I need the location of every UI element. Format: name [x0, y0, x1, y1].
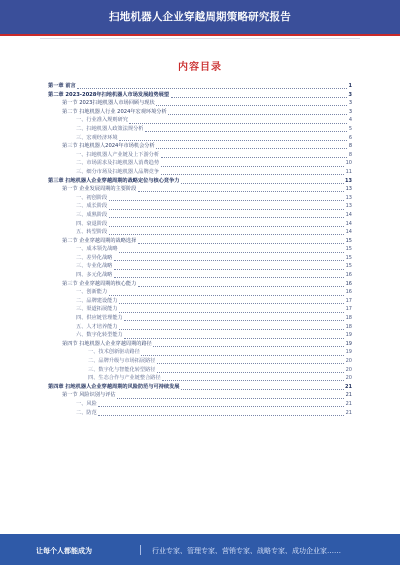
toc-entry[interactable] — [48, 108, 352, 117]
toc-entry[interactable] — [48, 245, 352, 254]
toc-leader-dots — [171, 92, 347, 98]
toc-page-number: 14 — [345, 229, 352, 236]
toc-page-number: 16 — [345, 289, 352, 296]
toc-entry[interactable] — [48, 254, 352, 263]
toc-entry-text: 一、成本领先战略 — [76, 246, 118, 253]
toc-page-number: 17 — [345, 306, 352, 313]
toc-leader-dots — [181, 384, 344, 390]
toc-entry[interactable] — [48, 99, 352, 108]
toc-page-number: 13 — [345, 194, 352, 201]
toc-leader-dots — [119, 298, 344, 304]
page-header — [0, 0, 400, 34]
toc-leader-dots — [114, 264, 344, 270]
toc-page-number: 3 — [348, 108, 352, 115]
toc-entry-text: 四、衰退阶段 — [76, 220, 108, 227]
header-divider — [0, 34, 400, 36]
toc-entry-text: 二、市场需求及扫地机器人消费趋势 — [76, 160, 160, 167]
toc-page-number: 16 — [345, 272, 352, 279]
toc-entry[interactable] — [48, 82, 352, 91]
toc-entry[interactable] — [48, 374, 352, 383]
toc-leader-dots — [109, 229, 344, 235]
footer-tagline: 行业专家、管理专家、营销专家、战略专家、成功企业家…… — [152, 547, 341, 555]
toc-page-number: 13 — [345, 177, 352, 184]
toc-entry-text: 第一节 2023扫地机器人市场回顾与现状 — [62, 100, 155, 107]
toc-entry[interactable] — [48, 271, 352, 280]
toc-leader-dots — [161, 152, 348, 158]
toc-leader-dots — [129, 118, 347, 124]
toc-leader-dots — [114, 272, 344, 278]
toc-page-number: 3 — [348, 100, 352, 107]
toc-entry[interactable] — [48, 383, 352, 392]
toc-leader-dots — [109, 204, 344, 210]
toc-entry[interactable] — [48, 357, 352, 366]
toc-page-number: 1 — [348, 83, 352, 89]
toc-page-number: 8 — [348, 143, 352, 150]
toc-entry-text: 三、成熟阶段 — [76, 211, 108, 218]
toc-leader-dots — [77, 83, 347, 89]
report-title: 扫地机器人企业穿越周期策略研究报告 — [109, 11, 291, 23]
toc-entry[interactable] — [48, 202, 352, 211]
toc-entry-text: 三、数字化与智能化转型路径 — [88, 366, 156, 373]
toc-page-number: 16 — [345, 280, 352, 287]
toc-entry-text: 一、风险 — [76, 400, 97, 407]
toc-leader-dots — [162, 375, 344, 381]
toc-entry-text: 五、转型阶段 — [76, 229, 108, 236]
toc-page-number: 18 — [345, 315, 352, 322]
toc-page-number: 19 — [345, 340, 352, 347]
toc-entry-text: 二、成长阶段 — [76, 203, 108, 210]
toc-leader-dots — [141, 350, 344, 356]
toc-title: 内容目录 — [178, 62, 222, 73]
toc-page-number: 8 — [348, 151, 352, 158]
toc-page-number: 6 — [348, 134, 352, 141]
toc-leader-dots — [153, 341, 344, 347]
toc-leader-dots — [109, 195, 344, 201]
toc-entry-text: 第四节 扫地机器人企业穿越周期的路径 — [62, 340, 152, 347]
toc-entry[interactable] — [48, 211, 352, 220]
toc-entry-text: 第四章 扫地机器人企业穿越周期的风险防范与可持续发展 — [48, 383, 180, 390]
toc-leader-dots — [157, 358, 344, 364]
toc-entry[interactable] — [48, 228, 352, 237]
toc-entry[interactable] — [48, 151, 352, 160]
toc-entry-text: 三、宏观经济环境 — [76, 134, 118, 141]
footer-slogan: 让每个人都能成为 — [36, 547, 92, 555]
toc-entry-text: 一、技术创新驱动路径 — [88, 349, 140, 356]
toc-page-number: 15 — [345, 263, 352, 270]
toc-leader-dots — [98, 410, 344, 416]
toc-entry[interactable] — [48, 220, 352, 229]
toc-entry[interactable] — [48, 331, 352, 340]
toc-leader-dots — [168, 109, 347, 115]
toc-entry[interactable] — [48, 288, 352, 297]
toc-leader-dots — [119, 324, 344, 330]
toc-leader-dots — [181, 178, 344, 184]
toc-entry-text: 第三节 扫地机器人2024年市场机会分析 — [62, 143, 155, 150]
toc-entry[interactable] — [48, 168, 352, 177]
toc-page-number: 20 — [345, 375, 352, 382]
toc-page-number: 4 — [348, 117, 352, 124]
toc-leader-dots — [109, 212, 344, 218]
toc-leader-dots — [124, 333, 344, 339]
toc-entry-text: 一、扫地机器人产业链及上下游分析 — [76, 151, 160, 158]
footer-divider — [140, 545, 141, 555]
toc-entry[interactable] — [48, 280, 352, 289]
toc-entry-text: 一、行业准入规则研究 — [76, 117, 128, 124]
toc-entry-text: 四、生态合作与产业链整合路径 — [88, 375, 161, 382]
toc-page-number: 21 — [345, 400, 352, 407]
toc-entry-text: 三、渠道拓展能力 — [76, 306, 118, 313]
toc-entry[interactable] — [48, 125, 352, 134]
toc-leader-dots — [98, 401, 344, 407]
toc-entry[interactable] — [48, 400, 352, 409]
toc-entry[interactable] — [48, 262, 352, 271]
toc-entry[interactable] — [48, 116, 352, 125]
toc-page-number: 19 — [345, 349, 352, 356]
toc-entry-text: 四、供应链管理能力 — [76, 315, 123, 322]
toc-entry[interactable] — [48, 142, 352, 151]
toc-page-number: 21 — [345, 392, 352, 399]
toc-entry[interactable] — [48, 91, 352, 100]
toc-entry-text: 六、数字化转型能力 — [76, 332, 123, 339]
toc-entry[interactable] — [48, 340, 352, 349]
toc-page-number: 3 — [348, 91, 352, 98]
toc-entry[interactable] — [48, 409, 352, 418]
toc-entry-text: 五、人才培养能力 — [76, 323, 118, 330]
table-of-contents — [48, 82, 352, 417]
toc-entry-text: 第三章 扫地机器人企业穿越周期的战略定位与核心竞争力 — [48, 177, 180, 184]
toc-leader-dots — [119, 135, 347, 141]
toc-page-number: 15 — [345, 246, 352, 253]
toc-entry-text: 二、差异化战略 — [76, 254, 113, 261]
toc-leader-dots — [161, 161, 345, 167]
toc-entry[interactable] — [48, 177, 352, 186]
toc-entry-text: 一、创新能力 — [76, 289, 108, 296]
toc-entry-text: 二、扫地机器人政策法规分析 — [76, 125, 144, 132]
toc-page-number: 13 — [345, 186, 352, 193]
toc-entry-text: 第二节 企业穿越周期的战略选择 — [62, 237, 137, 244]
toc-entry-text: 第一章 前言 — [48, 83, 76, 89]
toc-entry[interactable] — [48, 194, 352, 203]
toc-page-number: 5 — [348, 125, 352, 132]
toc-page-number: 10 — [345, 160, 352, 167]
toc-page-number: 21 — [345, 409, 352, 416]
toc-leader-dots — [138, 238, 344, 244]
toc-entry[interactable] — [48, 185, 352, 194]
toc-entry-text: 二、品牌升级与市场拓展路径 — [88, 358, 156, 364]
toc-page-number: 14 — [345, 211, 352, 218]
toc-leader-dots — [138, 281, 344, 287]
toc-entry-text: 二、防范 — [76, 409, 97, 416]
toc-entry-text: 二、品牌建设能力 — [76, 297, 118, 304]
toc-leader-dots — [161, 169, 345, 175]
toc-page-number: 20 — [345, 358, 352, 364]
toc-page-number: 19 — [345, 332, 352, 339]
toc-entry[interactable] — [48, 134, 352, 143]
toc-leader-dots — [117, 393, 344, 399]
toc-entry-text: 第三节 企业穿越周期的核心能力 — [62, 280, 137, 287]
toc-leader-dots — [119, 307, 344, 313]
toc-entry[interactable] — [48, 305, 352, 314]
toc-entry[interactable] — [48, 323, 352, 332]
toc-page-number: 14 — [345, 220, 352, 227]
toc-leader-dots — [156, 143, 347, 149]
toc-entry-text: 三、专业化战略 — [76, 263, 113, 270]
toc-leader-dots — [114, 255, 344, 261]
toc-leader-dots — [109, 290, 344, 296]
toc-entry-text: 第二节 扫地机器人行业 2024年宏观环境分析 — [62, 108, 167, 115]
toc-leader-dots — [109, 221, 344, 227]
toc-entry[interactable] — [48, 366, 352, 375]
toc-entry-text: 第一节 风险识别与评估 — [62, 392, 116, 399]
page-footer — [0, 534, 400, 565]
toc-entry-text: 四、多元化战略 — [76, 272, 113, 279]
toc-page-number: 17 — [345, 297, 352, 304]
toc-leader-dots — [156, 100, 347, 106]
toc-entry[interactable] — [48, 297, 352, 306]
toc-entry[interactable] — [48, 391, 352, 400]
toc-entry-text: 三、细分市场及扫地机器人品牌竞争 — [76, 168, 160, 175]
toc-entry[interactable] — [48, 159, 352, 168]
toc-entry[interactable] — [48, 314, 352, 323]
toc-leader-dots — [157, 367, 344, 373]
toc-page-number: 13 — [345, 203, 352, 210]
toc-entry-text: 一、初创阶段 — [76, 194, 108, 201]
toc-entry[interactable] — [48, 348, 352, 357]
toc-page-number: 21 — [345, 383, 352, 390]
toc-page-number: 18 — [345, 323, 352, 330]
toc-page-number: 15 — [345, 237, 352, 244]
toc-entry-text: 第一节 企业发展周期的主要阶段 — [62, 186, 137, 193]
toc-leader-dots — [119, 247, 344, 253]
header-accent-line — [40, 38, 360, 39]
toc-entry[interactable] — [48, 237, 352, 246]
toc-leader-dots — [145, 126, 347, 132]
toc-entry-text: 第二章 2023-2028年扫地机器人市场发展趋势展望 — [48, 91, 170, 98]
toc-page-number: 15 — [345, 254, 352, 261]
toc-leader-dots — [138, 186, 344, 192]
toc-leader-dots — [124, 315, 344, 321]
toc-page-number: 11 — [345, 168, 352, 175]
toc-page-number: 20 — [345, 366, 352, 373]
